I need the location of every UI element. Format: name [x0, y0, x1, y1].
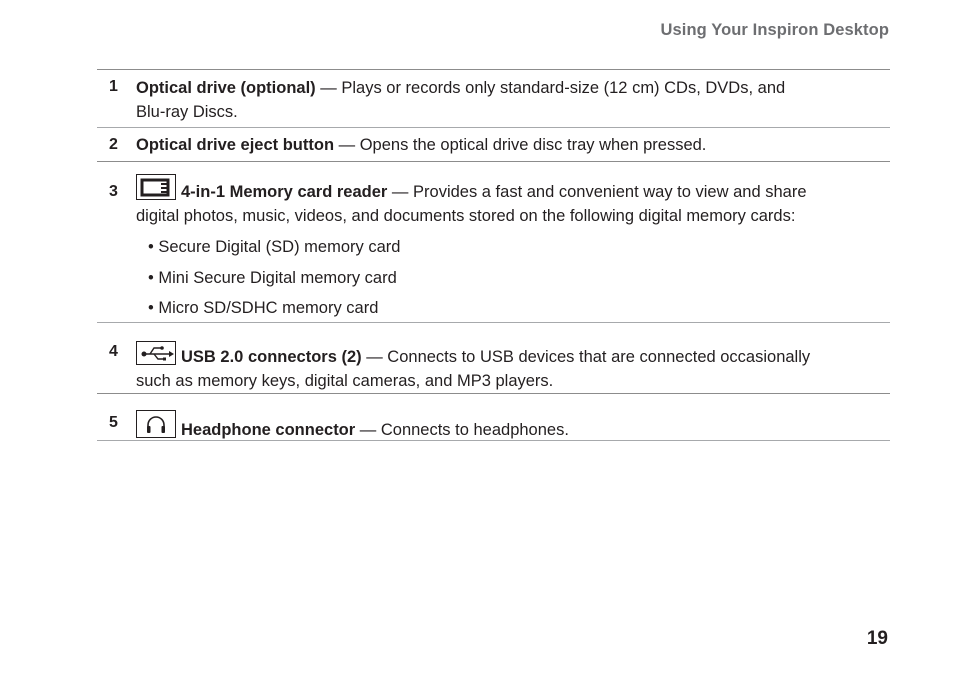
connector-description-table: [97, 69, 890, 441]
usb-icon: [136, 341, 176, 365]
item-description: [136, 174, 870, 228]
table-row-4: [97, 323, 890, 394]
item-description: [136, 410, 870, 442]
item-text-continued: such as memory keys, digital cameras, and MP3 players.: [136, 372, 554, 390]
item-term: USB 2.0 connectors (2): [181, 348, 362, 366]
table-row-2: [97, 128, 890, 162]
item-number: 3: [109, 183, 118, 200]
list-item: • Mini Secure Digital memory card: [148, 269, 397, 287]
item-number: 1: [109, 78, 118, 95]
item-description: [136, 341, 870, 393]
table-row-1: [97, 70, 890, 128]
item-term: 4-in-1 Memory card reader: [181, 183, 388, 201]
headphone-icon: [136, 410, 176, 438]
item-text-continued: digital photos, music, videos, and documents stored on the following digital memory cards:: [136, 207, 796, 225]
item-text: — Connects to USB devices that are connected occasionally: [361, 348, 811, 366]
item-text: — Provides a fast and convenient way to view and share: [387, 183, 807, 201]
item-description: [136, 76, 870, 124]
item-term: Optical drive (optional): [136, 79, 316, 97]
list-item: • Secure Digital (SD) memory card: [148, 238, 401, 256]
item-number: 2: [109, 136, 118, 153]
item-text-continued: Blu-ray Discs.: [136, 103, 238, 121]
item-number: 5: [109, 414, 118, 431]
running-head-title: Using Your Inspiron Desktop: [660, 21, 889, 39]
list-item: • Micro SD/SDHC memory card: [148, 299, 379, 317]
item-number: 4: [109, 343, 118, 360]
item-text: — Opens the optical drive disc tray when pressed.: [334, 136, 707, 154]
table-row-5: [97, 394, 890, 441]
item-text: — Plays or records only standard-size (12 cm) CDs, DVDs, and: [315, 79, 786, 97]
table-row-3: [97, 162, 890, 323]
item-term: Headphone connector: [181, 421, 356, 439]
item-description: [136, 133, 870, 157]
item-text: — Connects to headphones.: [355, 421, 569, 439]
item-term: Optical drive eject button: [136, 136, 335, 154]
memory-card-icon: [136, 174, 176, 200]
page-number: 19: [866, 628, 888, 649]
